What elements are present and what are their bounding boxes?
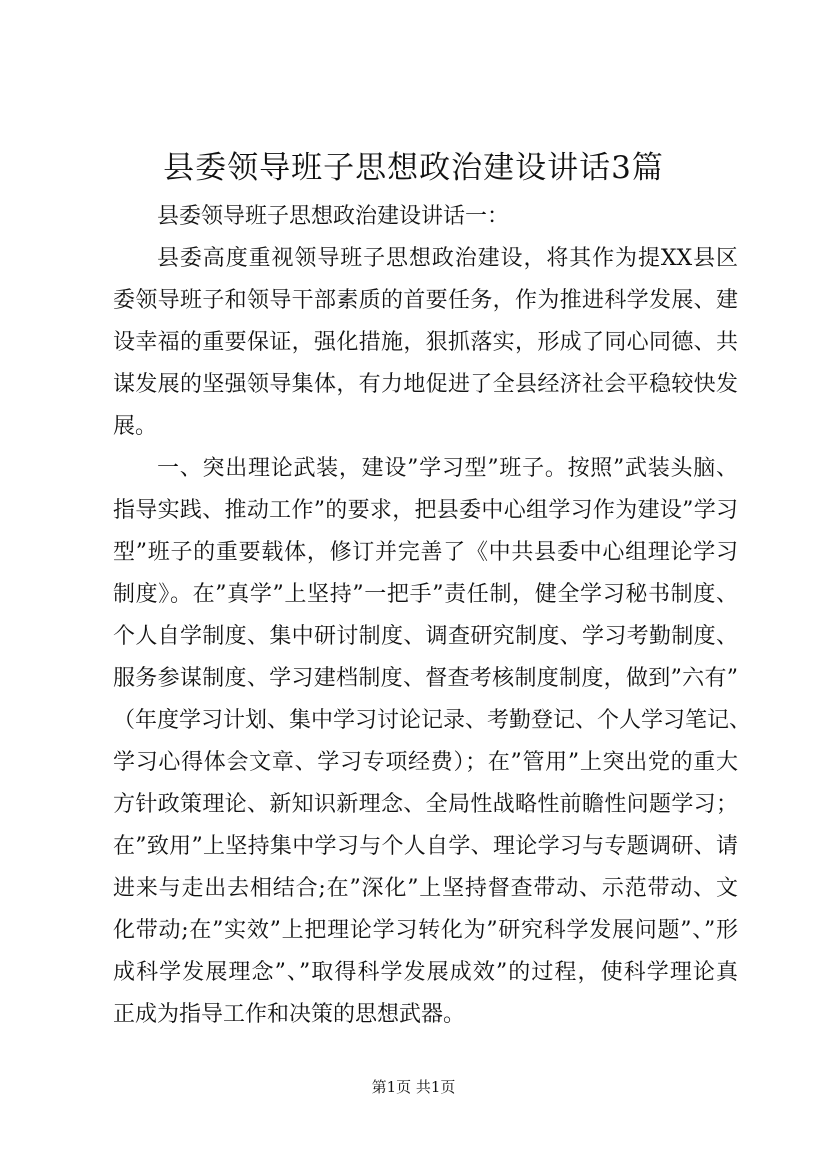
paragraph-line: 制度》。在”真学”上坚持”一把手”责任制，健全学习秘书制度、 xyxy=(113,582,738,607)
paragraph-line: 进来与走出去相结合;在”深化”上坚持督查带动、示范带动、文 xyxy=(113,876,738,901)
paragraph-line: 学习心得体会文章、学习专项经费）；在”管用”上突出党的重大 xyxy=(113,750,738,775)
document-title: 县委领导班子思想政治建设讲话3篇 xyxy=(163,150,664,186)
paragraph-line: 县委高度重视领导班子思想政治建设，将其作为提XX县区 xyxy=(157,246,738,271)
paragraph-line: 在”致用”上坚持集中学习与个人自学、理论学习与专题调研、请 xyxy=(113,834,738,859)
paragraph-line: 展。 xyxy=(113,414,158,439)
page-footer: 第1页 共1页 xyxy=(371,1078,456,1096)
paragraph-line: （年度学习计划、集中学习讨论记录、考勤登记、个人学习笔记、 xyxy=(113,708,752,733)
paragraph-line: 型”班子的重要载体，修订并完善了《中共县委中心组理论学习 xyxy=(113,540,738,565)
paragraph-line: 方针政策理论、新知识新理念、全局性战略性前瞻性问题学习； xyxy=(113,792,738,817)
paragraph-line: 服务参谋制度、学习建档制度、督查考核制度制度，做到”六有” xyxy=(113,666,738,691)
paragraph-line: 设幸福的重要保证，强化措施，狠抓落实，形成了同心同德、共 xyxy=(113,330,738,355)
document-body xyxy=(113,196,752,1036)
paragraph-line: 委领导班子和领导干部素质的首要任务，作为推进科学发展、建 xyxy=(113,288,738,313)
paragraph-line: 成科学发展理念”、”取得科学发展成效”的过程，使科学理论真 xyxy=(113,960,738,985)
paragraph-line: 化带动;在”实效”上把理论学习转化为”研究科学发展问题”、”形 xyxy=(113,918,738,943)
paragraph-line: 个人自学制度、集中研讨制度、调查研究制度、学习考勤制度、 xyxy=(113,624,738,649)
section-heading-line: 县委领导班子思想政治建设讲话一： xyxy=(157,204,510,229)
paragraph-line: 一、突出理论武装，建设”学习型”班子。按照”武装头脑、 xyxy=(157,456,738,481)
paragraph-line: 谋发展的坚强领导集体，有力地促进了全县经济社会平稳较快发 xyxy=(113,372,738,397)
paragraph-line: 正成为指导工作和决策的思想武器。 xyxy=(113,1002,466,1027)
paragraph-line: 指导实践、推动工作”的要求，把县委中心组学习作为建设”学习 xyxy=(113,498,738,523)
